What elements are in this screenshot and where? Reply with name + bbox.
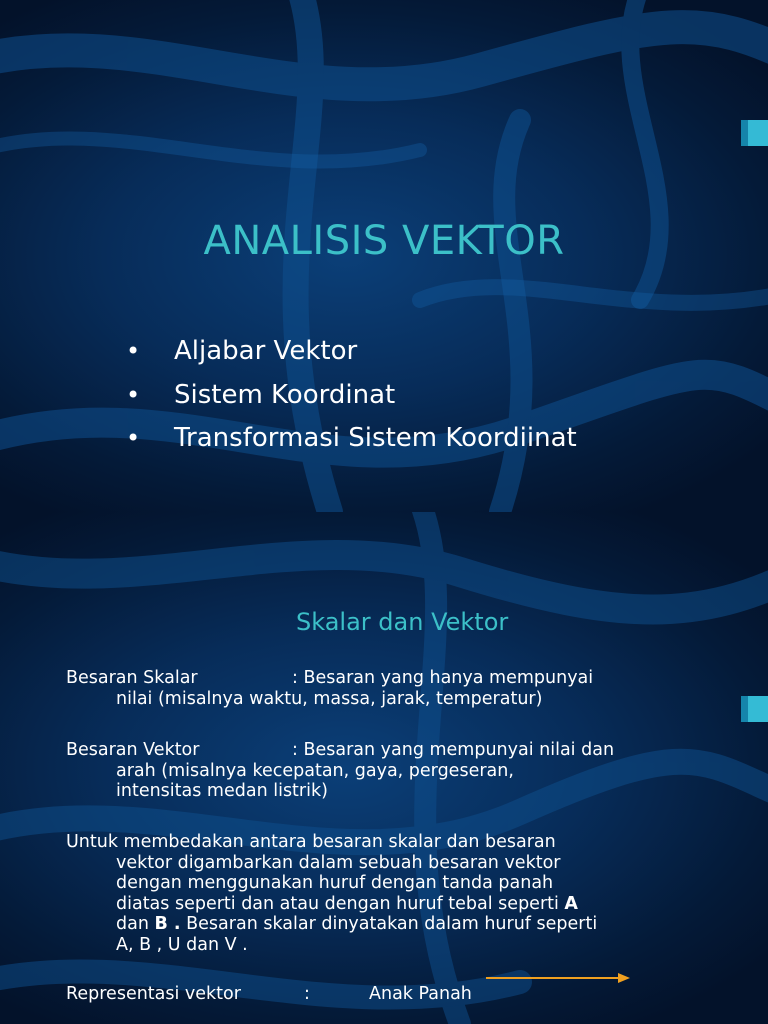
representation-value: Anak Panah: [369, 984, 472, 1004]
paragraph-line: Untuk membedakan antara besaran skalar dan besaran: [66, 832, 556, 852]
list-item: • Transformasi Sistem Koordiinat: [126, 417, 577, 461]
arrow-icon: [484, 970, 634, 986]
scalar-label: Besaran Skalar: [66, 668, 198, 688]
vector-label: Besaran Vektor: [66, 740, 200, 760]
paragraph-line: dengan menggunakan huruf dengan tanda panah: [116, 873, 554, 893]
vector-definition-cont: arah (misalnya kecepatan, gaya, pergeseran,: [116, 760, 514, 781]
slide-title: Skalar dan Vektor: [296, 608, 509, 636]
list-item: • Sistem Koordinat: [126, 374, 577, 418]
slide-title: ANALISIS VEKTOR: [203, 218, 565, 264]
slide-2: [0, 512, 768, 1024]
bold-letter-a: A: [564, 893, 578, 914]
paragraph-line: vektor digambarkan dalam sebuah besaran vektor: [116, 852, 561, 873]
scalar-definition-text: : Besaran yang hanya mempunyai: [292, 668, 594, 688]
bullet-icon: •: [126, 424, 141, 452]
vector-definition: [66, 740, 716, 802]
paragraph-line: diatas seperti dan atau dengan huruf tebal seperti A: [116, 893, 578, 914]
representation-colon: :: [304, 984, 310, 1004]
scalar-definition: [66, 668, 716, 709]
bullet-icon: •: [126, 337, 141, 365]
bullet-icon: •: [126, 380, 141, 409]
list-item: • Aljabar Vektor: [126, 330, 577, 374]
scalar-definition-cont: nilai (misalnya waktu, massa, jarak, temperatur): [116, 688, 543, 709]
representation-label: Representasi vektor: [66, 984, 241, 1004]
paragraph-line: A, B , U dan V .: [116, 934, 248, 955]
paragraph-line: dan B . Besaran skalar dinyatakan dalam huruf seperti: [116, 914, 598, 934]
vector-definition-cont: intensitas medan listrik): [116, 781, 328, 801]
topic-list: [126, 330, 577, 461]
bold-letter-b: B .: [154, 914, 181, 934]
notation-paragraph: [66, 832, 716, 955]
vector-definition-text: : Besaran yang mempunyai nilai dan: [292, 740, 615, 760]
